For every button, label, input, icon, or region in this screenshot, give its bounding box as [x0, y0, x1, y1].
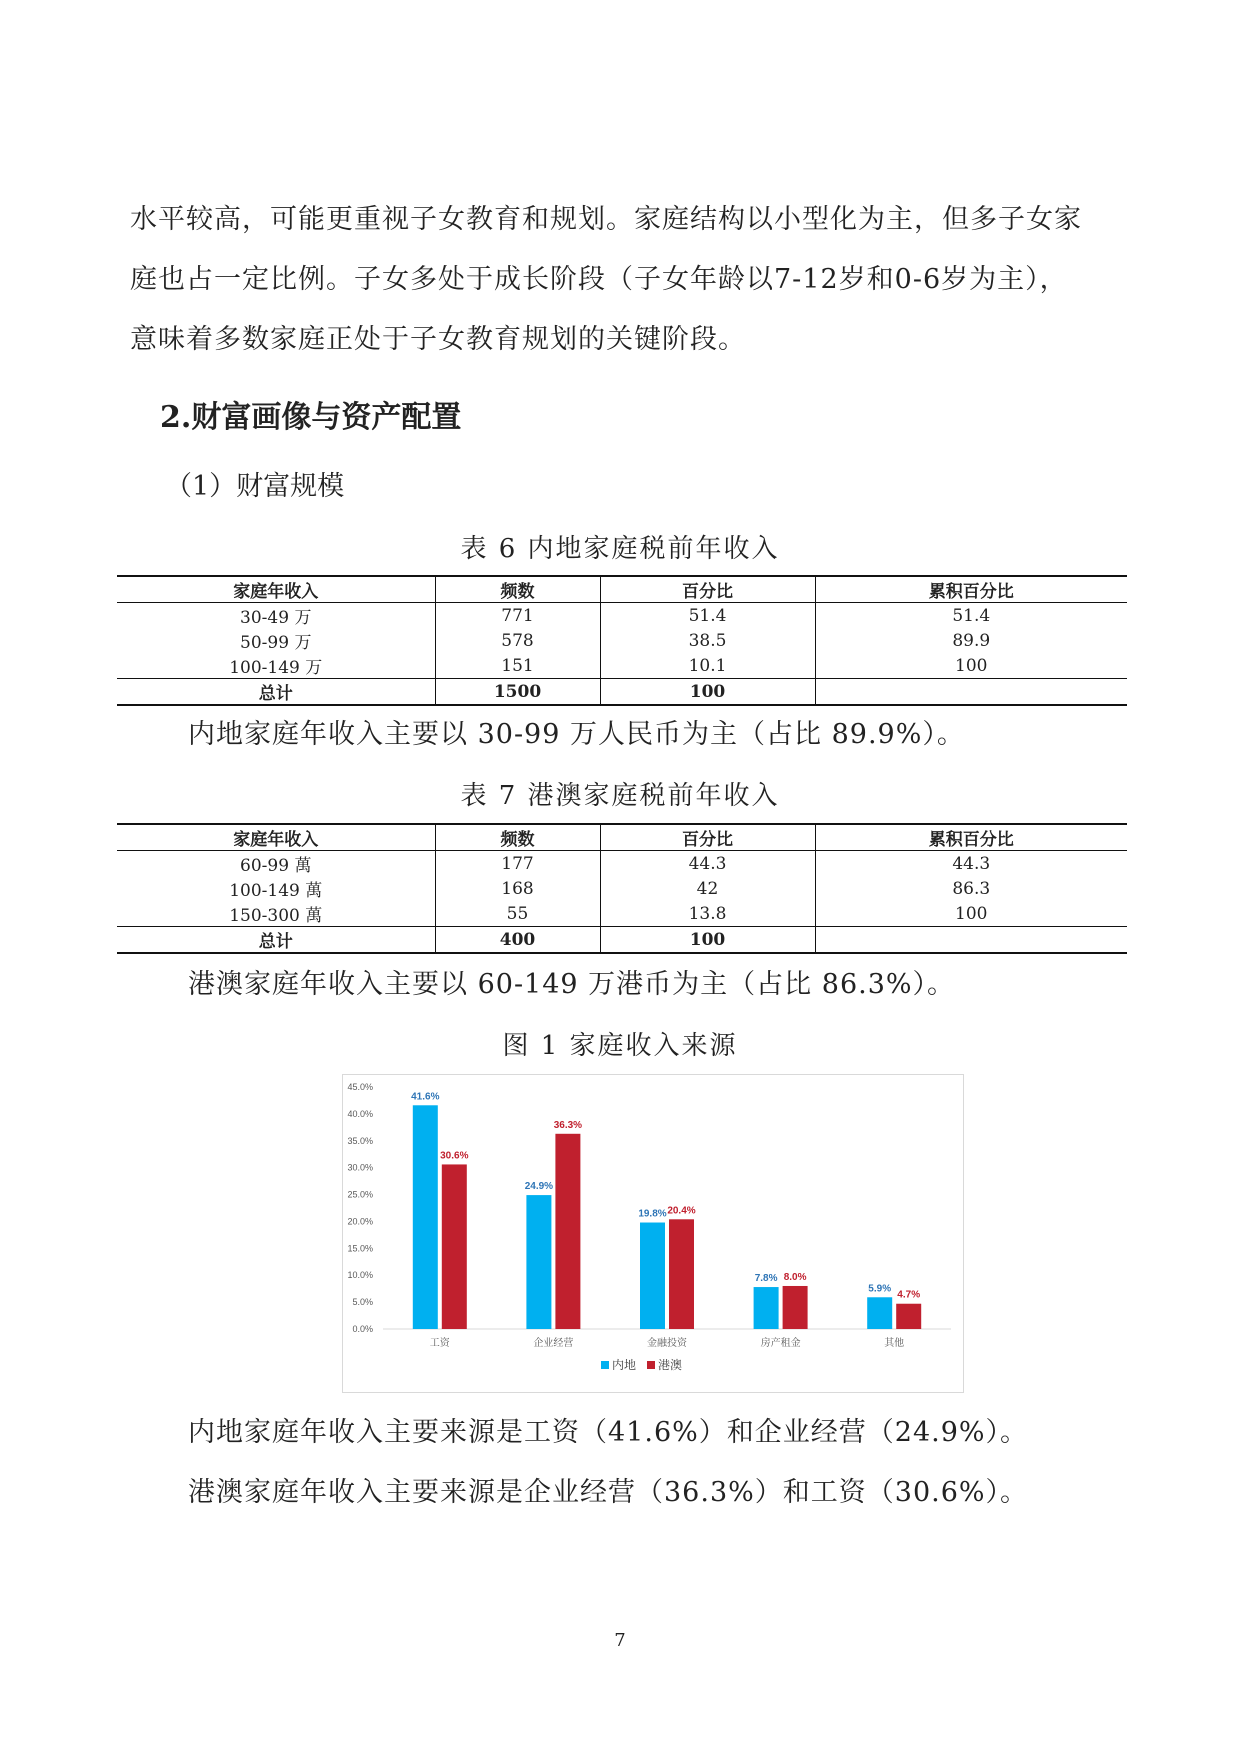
- y-tick-label: 5.0%: [352, 1297, 373, 1308]
- table-cell: 44.3: [815, 851, 1127, 877]
- table-cell: 177: [435, 851, 600, 877]
- table-header-cell: 频数: [435, 576, 600, 603]
- table-row: [117, 603, 1127, 629]
- bar-mainland: [754, 1287, 779, 1329]
- table-cell: 44.3: [600, 851, 815, 877]
- table-cell: [815, 679, 1127, 706]
- table-cell: 100-149 万: [229, 658, 323, 678]
- data-label: 24.9%: [524, 1181, 554, 1193]
- conclusion-line: 港澳家庭年收入主要来源是企业经营（36.3%）和工资（30.6%）。: [188, 1477, 1029, 1508]
- table-cell: 13.8: [600, 901, 815, 927]
- table-cell: 100-149 萬: [229, 881, 323, 901]
- table-cell: 42: [600, 876, 815, 901]
- table-cell: 30-49 万: [240, 608, 312, 628]
- table-header-cell: 累积百分比: [815, 576, 1127, 603]
- table7: [117, 823, 1127, 954]
- table-cell: 100: [600, 679, 815, 706]
- table-cell: 1500: [435, 679, 600, 706]
- table-cell: 38.5: [600, 628, 815, 653]
- bar-hkmacau: [442, 1164, 467, 1329]
- legend-swatch: [601, 1361, 609, 1369]
- table-row: [117, 901, 1127, 927]
- intro-line: 水平较高，可能更重视子女教育和规划。家庭结构以小型化为主，但多子女家: [130, 204, 1082, 235]
- table-cell: 50-99 万: [240, 633, 312, 653]
- table-cell: 10.1: [600, 653, 815, 679]
- table-header-cell: 百分比: [600, 824, 815, 851]
- table-cell: 150-300 萬: [229, 906, 323, 926]
- data-label: 19.8%: [638, 1208, 667, 1220]
- table-cell: 168: [435, 876, 600, 901]
- table-cell: 100: [815, 901, 1127, 927]
- y-tick-label: 15.0%: [347, 1243, 373, 1254]
- bar-hkmacau: [555, 1134, 580, 1329]
- conclusion-line: 内地家庭年收入主要来源是工资（41.6%）和企业经营（24.9%）。: [188, 1417, 1029, 1448]
- table-cell: 771: [435, 603, 600, 629]
- table-header-cell: 家庭年收入: [117, 824, 435, 851]
- table-cell: 86.3: [815, 876, 1127, 901]
- legend-swatch: [647, 1361, 655, 1369]
- bar-hkmacau: [896, 1304, 921, 1329]
- bar-mainland: [640, 1223, 665, 1329]
- x-tick-label: 企业经营: [533, 1338, 574, 1349]
- table-cell: 51.4: [815, 603, 1127, 629]
- table-cell: 89.9: [815, 628, 1127, 653]
- table-cell: 100: [815, 653, 1127, 679]
- table-header-cell: 百分比: [600, 576, 815, 603]
- data-label: 4.7%: [897, 1289, 921, 1301]
- table-cell: 总计: [117, 679, 435, 706]
- table-cell: 51.4: [600, 603, 815, 629]
- table-cell: [815, 927, 1127, 954]
- figure1-caption: 图 1 家庭收入来源: [502, 1031, 738, 1061]
- legend-label: 港澳: [658, 1358, 683, 1372]
- subsection-heading: （1）财富规模: [165, 471, 345, 502]
- table-total-row: [117, 927, 1127, 954]
- table-header-row: [117, 576, 1127, 603]
- intro-line: 意味着多数家庭正处于子女教育规划的关键阶段。: [130, 324, 746, 355]
- table7-note: 港澳家庭年收入主要以 60-149 万港币为主（占比 86.3%）。: [188, 969, 956, 1000]
- table-cell: 151: [435, 653, 600, 679]
- intro-line: 庭也占一定比例。子女多处于成长阶段（子女年龄以7-12岁和0-6岁为主），: [130, 264, 1068, 295]
- x-tick-label: 其他: [884, 1338, 905, 1349]
- data-label: 7.8%: [754, 1273, 778, 1285]
- table-header-cell: 家庭年收入: [117, 576, 435, 603]
- x-tick-label: 房产租金: [760, 1338, 801, 1349]
- x-tick-label: 工资: [429, 1338, 450, 1349]
- y-tick-label: 0.0%: [352, 1324, 373, 1334]
- table-row: [117, 628, 1127, 653]
- y-tick-label: 25.0%: [347, 1189, 373, 1200]
- bar-mainland: [413, 1105, 438, 1329]
- chart-svg: [343, 1075, 963, 1392]
- table7-caption: 表 7 港澳家庭税前年收入: [460, 781, 780, 811]
- y-tick-label: 40.0%: [347, 1108, 373, 1119]
- table-row: [117, 851, 1127, 877]
- data-label: 41.6%: [411, 1091, 440, 1103]
- section-heading: 2.财富画像与资产配置: [160, 400, 462, 435]
- bar-mainland: [526, 1195, 551, 1329]
- table-header-cell: 累积百分比: [815, 824, 1127, 851]
- page-number: 7: [614, 1630, 626, 1651]
- table-cell: 578: [435, 628, 600, 653]
- data-label: 5.9%: [868, 1283, 892, 1295]
- table-cell: 400: [435, 927, 600, 954]
- y-tick-label: 30.0%: [347, 1162, 373, 1173]
- y-tick-label: 10.0%: [347, 1270, 373, 1281]
- table6-caption: 表 6 内地家庭税前年收入: [460, 534, 780, 564]
- y-tick-label: 20.0%: [347, 1216, 373, 1227]
- bar-hkmacau: [783, 1286, 808, 1329]
- table-cell: 总计: [117, 927, 435, 954]
- bar-mainland: [867, 1297, 892, 1329]
- y-tick-label: 35.0%: [347, 1135, 373, 1146]
- table-header-row: [117, 824, 1127, 851]
- table-cell: 55: [435, 901, 600, 927]
- intro-paragraph: [130, 190, 1120, 370]
- data-label: 20.4%: [667, 1205, 696, 1217]
- table-row: [117, 876, 1127, 901]
- table-row: [117, 653, 1127, 679]
- legend-label: 内地: [612, 1358, 637, 1372]
- table-cell: 60-99 萬: [240, 856, 312, 876]
- bar-hkmacau: [669, 1219, 694, 1329]
- table-header-cell: 频数: [435, 824, 600, 851]
- x-tick-label: 金融投资: [647, 1338, 687, 1349]
- table6-note: 内地家庭年收入主要以 30-99 万人民币为主（占比 89.9%）。: [188, 719, 965, 750]
- table-cell: 100: [600, 927, 815, 954]
- income-source-chart: [342, 1074, 964, 1393]
- data-label: 36.3%: [553, 1119, 583, 1131]
- data-label: 8.0%: [783, 1271, 807, 1283]
- table6: [117, 575, 1127, 706]
- table-total-row: [117, 679, 1127, 706]
- data-label: 30.6%: [440, 1150, 469, 1162]
- y-tick-label: 45.0%: [347, 1082, 373, 1092]
